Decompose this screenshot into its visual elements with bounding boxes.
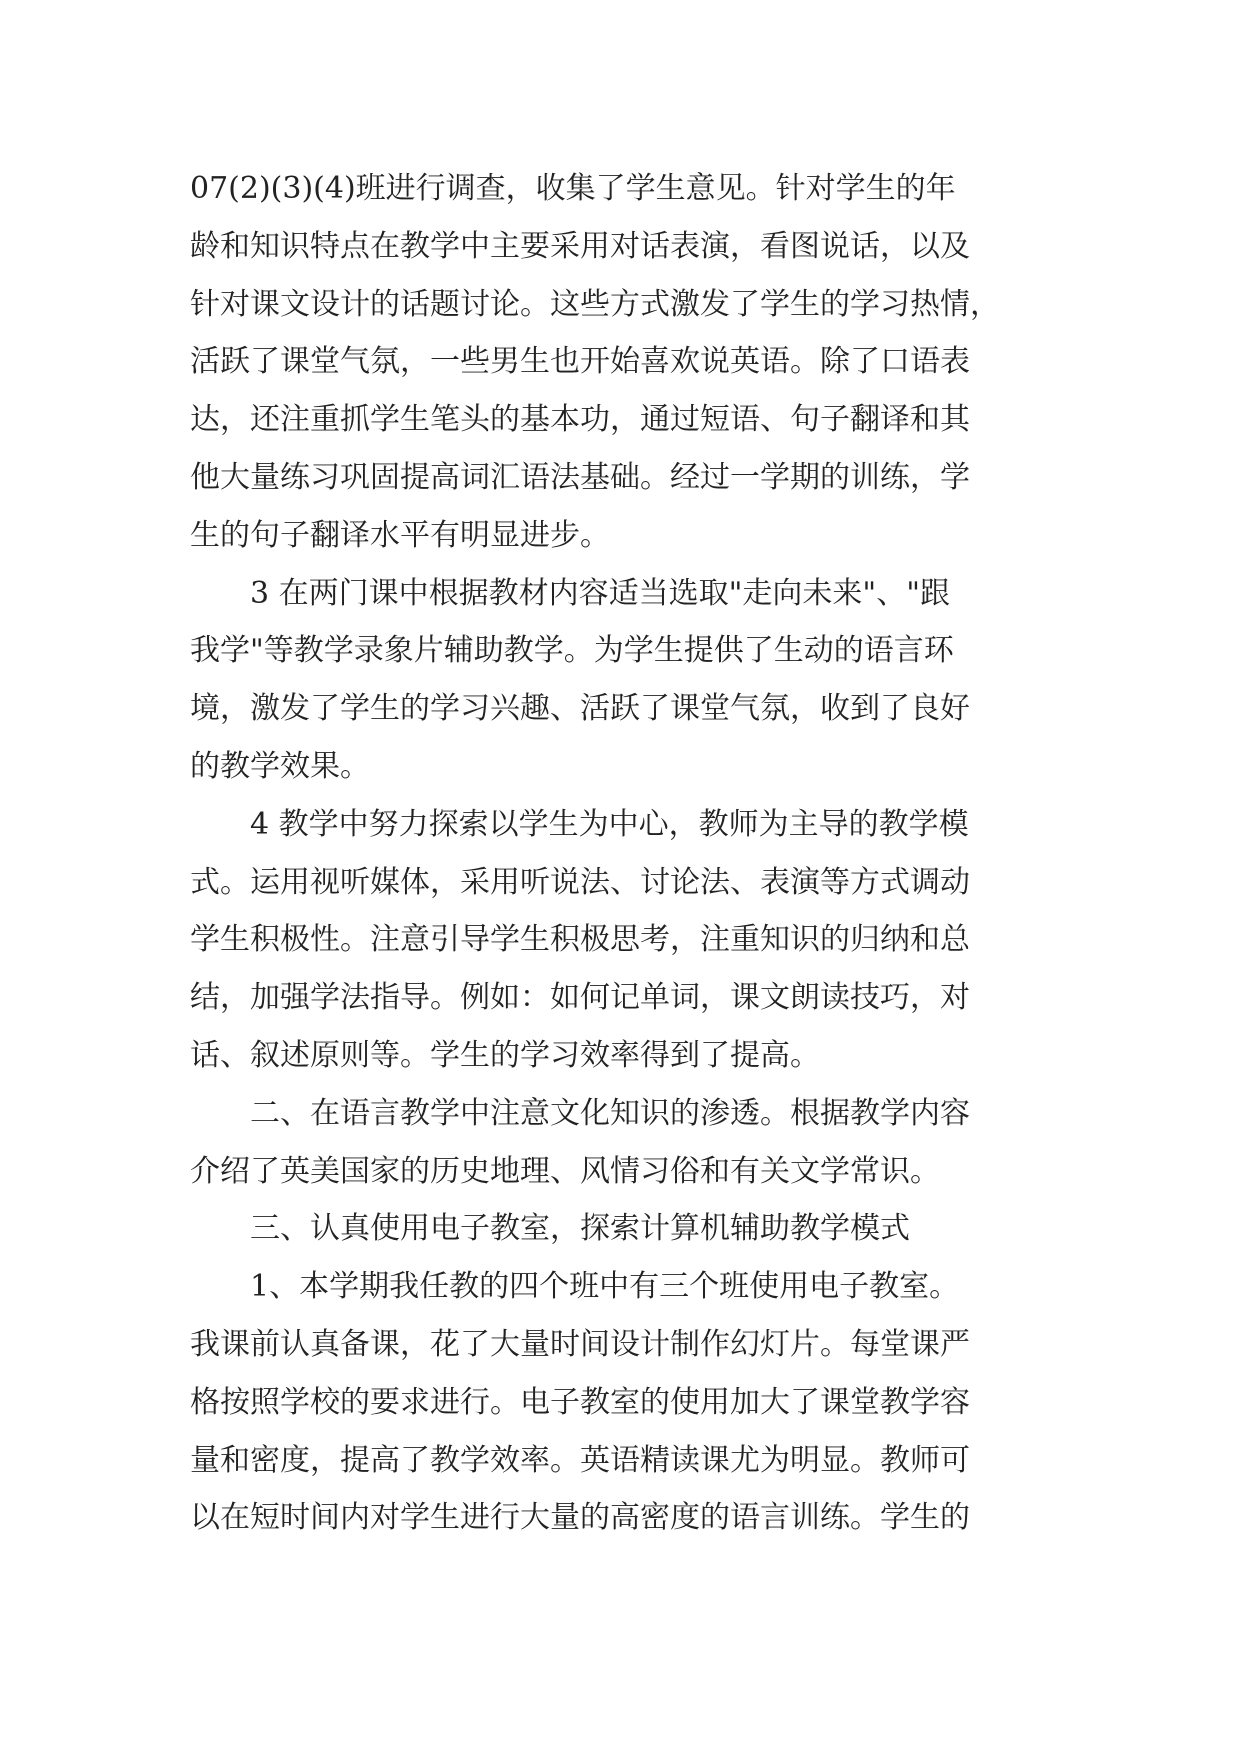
text-line: 结，加强学法指导。例如：如何记单词，课文朗读技巧，对	[190, 980, 970, 1016]
text-line: 以在短时间内对学生进行大量的高密度的语言训练。学生的	[190, 1500, 970, 1536]
text-line: 三、认真使用电子教室，探索计算机辅助教学模式	[190, 1211, 910, 1247]
text-line: 二、在语言教学中注意文化知识的渗透。根据教学内容	[190, 1095, 970, 1131]
text-line: 话、叙述原则等。学生的学习效率得到了提高。	[190, 1037, 820, 1073]
text-line: 我课前认真备课，花了大量时间设计制作幻灯片。每堂课严	[190, 1326, 970, 1362]
text-line: 介绍了英美国家的历史地理、风情习俗和有关文学常识。	[190, 1153, 940, 1189]
text-line: 格按照学校的要求进行。电子教室的使用加大了课堂教学容	[190, 1384, 970, 1420]
text-line: 07(2)(3)(4)班进行调查，收集了学生意见。针对学生的年	[190, 171, 956, 206]
text-line: 4 教学中努力探索以学生为中心，教师为主导的教学模	[190, 806, 969, 842]
body-text	[190, 160, 1060, 1547]
text-line: 龄和知识特点在教学中主要采用对话表演，看图说话，以及	[190, 228, 970, 264]
text-line: 境，激发了学生的学习兴趣、活跃了课堂气氛，收到了良好	[190, 691, 970, 727]
text-line: 生的句子翻译水平有明显进步。	[190, 517, 610, 553]
text-line: 量和密度，提高了教学效率。英语精读课尤为明显。教师可	[190, 1442, 970, 1478]
text-line: 3 在两门课中根据教材内容适当选取"走向未来"、"跟	[190, 575, 951, 611]
text-line: 我学"等教学录象片辅助教学。为学生提供了生动的语言环	[190, 633, 954, 669]
text-line: 学生积极性。注意引导学生积极思考，注重知识的归纳和总	[190, 922, 970, 958]
text-line: 式。运用视听媒体，采用听说法、讨论法、表演等方式调动	[190, 864, 970, 900]
text-line: 的教学效果。	[190, 748, 370, 784]
text-line: 他大量练习巩固提高词汇语法基础。经过一学期的训练，学	[190, 459, 970, 495]
text-line: 1、本学期我任教的四个班中有三个班使用电子教室。	[190, 1269, 960, 1305]
text-line: 达，还注重抓学生笔头的基本功，通过短语、句子翻译和其	[190, 402, 970, 438]
text-line: 活跃了课堂气氛，一些男生也开始喜欢说英语。除了口语表	[190, 344, 970, 380]
text-line: 针对课文设计的话题讨论。这些方式激发了学生的学习热情，	[190, 286, 1000, 322]
